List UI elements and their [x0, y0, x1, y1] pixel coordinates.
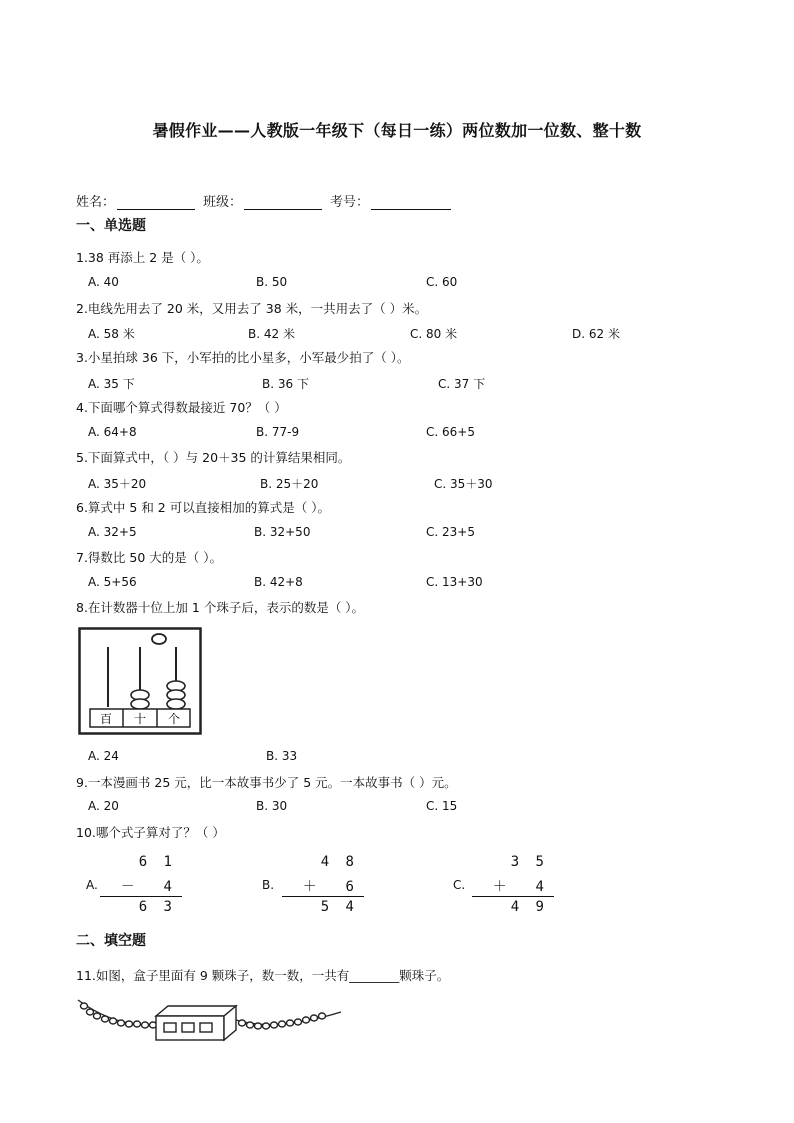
- q10-b-line: [282, 896, 364, 897]
- class-blank[interactable]: [244, 195, 322, 210]
- q2-option-a[interactable]: A. 58 米: [88, 327, 135, 341]
- question-9: 9.一本漫画书 25 元，比一本故事书少了 5 元。一本故事书（ ）元。: [76, 775, 457, 790]
- ones-bead-3: [167, 699, 185, 709]
- q2-option-d[interactable]: D. 62 米: [572, 327, 620, 341]
- q8-option-b[interactable]: B. 33: [266, 749, 298, 763]
- q6-option-c[interactable]: C. 23+5: [426, 525, 475, 539]
- question-10: 10.哪个式子算对了？（ ）: [76, 825, 225, 840]
- section-fill-blank: 二、填空题: [76, 933, 146, 949]
- section-single-choice: 一、单选题: [76, 218, 146, 234]
- q5-option-a[interactable]: A. 35＋20: [88, 477, 147, 491]
- q6-option-b[interactable]: B. 32+50: [254, 525, 311, 539]
- q9-option-c[interactable]: C. 15: [426, 799, 458, 813]
- question-11: 11.如图，盒子里面有 9 颗珠子，数一数，一共有________颗珠子。: [76, 968, 450, 983]
- name-label: 姓名：: [76, 195, 116, 210]
- question-2: 2.电线先用去了 20 米，又用去了 38 米，一共用去了（ ）米。: [76, 301, 428, 316]
- q7-option-a[interactable]: A. 5+56: [88, 575, 137, 589]
- q4-option-c[interactable]: C. 66+5: [426, 425, 475, 439]
- q5-option-c[interactable]: C. 35＋30: [434, 477, 493, 491]
- q10-option-c-vertical[interactable]: [472, 854, 548, 918]
- q9-option-b[interactable]: B. 30: [256, 799, 288, 813]
- question-6: 6.算式中 5 和 2 可以直接相加的算式是（ ）。: [76, 500, 330, 515]
- q10-option-a-label[interactable]: A.: [86, 878, 98, 892]
- q1-option-b[interactable]: B. 50: [256, 275, 288, 289]
- abacus-label-ones: 个: [167, 712, 181, 726]
- exam-label: 考号：: [330, 195, 370, 210]
- q2-option-c[interactable]: C. 80 米: [410, 327, 458, 341]
- q10-b-op: ＋ 6: [302, 879, 358, 895]
- abacus-label-hundreds: 百: [99, 712, 113, 726]
- q10-b-top: 4 8: [320, 854, 358, 870]
- question-5: 5.下面算式中，（ ）与 20＋35 的计算结果相同。: [76, 450, 351, 465]
- q10-option-a-vertical[interactable]: [100, 854, 176, 918]
- class-label: 班级：: [203, 195, 243, 210]
- q10-option-b-label[interactable]: B.: [262, 878, 275, 892]
- exam-blank[interactable]: [371, 195, 451, 210]
- question-3: 3.小星拍球 36 下，小军拍的比小星多，小军最少拍了（ ）。: [76, 350, 410, 365]
- q3-option-c[interactable]: C. 37 下: [438, 377, 486, 391]
- question-1: 1.38 再添上 2 是（ ）。: [76, 250, 209, 265]
- box-icon: [156, 1006, 236, 1040]
- q7-option-c[interactable]: C. 13+30: [426, 575, 483, 589]
- q5-option-b[interactable]: B. 25＋20: [260, 477, 319, 491]
- student-info: [76, 191, 459, 210]
- q6-option-a[interactable]: A. 32+5: [88, 525, 137, 539]
- q10-c-line: [472, 896, 554, 897]
- q8-option-a[interactable]: A. 24: [88, 749, 119, 763]
- bead-string-figure: [76, 990, 346, 1046]
- question-7: 7.得数比 50 大的是（ ）。: [76, 550, 223, 565]
- question-4: 4.下面哪个算式得数最接近 70？（ ）: [76, 400, 287, 415]
- q10-a-result: 6 3: [138, 899, 176, 915]
- q10-option-c-label[interactable]: C.: [453, 878, 466, 892]
- page-title: 暑假作业——人教版一年级下（每日一练）两位数加一位数、整十数: [152, 121, 642, 140]
- extra-bead-icon: [152, 634, 166, 644]
- right-beads: [239, 1013, 326, 1029]
- q10-b-result: 5 4: [320, 899, 358, 915]
- q10-c-result: 4 9: [510, 899, 548, 915]
- q3-option-a[interactable]: A. 35 下: [88, 377, 135, 391]
- q10-option-b-vertical[interactable]: [282, 854, 358, 918]
- q1-option-c[interactable]: C. 60: [426, 275, 458, 289]
- q10-a-top: 6 1: [138, 854, 176, 870]
- q7-option-b[interactable]: B. 42+8: [254, 575, 303, 589]
- q4-option-a[interactable]: A. 64+8: [88, 425, 137, 439]
- q10-c-top: 3 5: [510, 854, 548, 870]
- left-beads: [81, 1003, 157, 1028]
- q10-a-line: [100, 896, 182, 897]
- question-8: 8.在计数器十位上加 1 个珠子后，表示的数是（ ）。: [76, 600, 365, 615]
- q3-option-b[interactable]: B. 36 下: [262, 377, 309, 391]
- name-blank[interactable]: [117, 195, 195, 210]
- abacus-figure: [78, 627, 202, 735]
- q10-a-op: － 4: [120, 879, 176, 895]
- q10-c-op: ＋ 4: [492, 879, 548, 895]
- tens-bead-2: [131, 699, 149, 709]
- q2-option-b[interactable]: B. 42 米: [248, 327, 295, 341]
- abacus-label-tens: 十: [133, 712, 147, 726]
- q4-option-b[interactable]: B. 77-9: [256, 425, 300, 439]
- q9-option-a[interactable]: A. 20: [88, 799, 119, 813]
- q1-option-a[interactable]: A. 40: [88, 275, 119, 289]
